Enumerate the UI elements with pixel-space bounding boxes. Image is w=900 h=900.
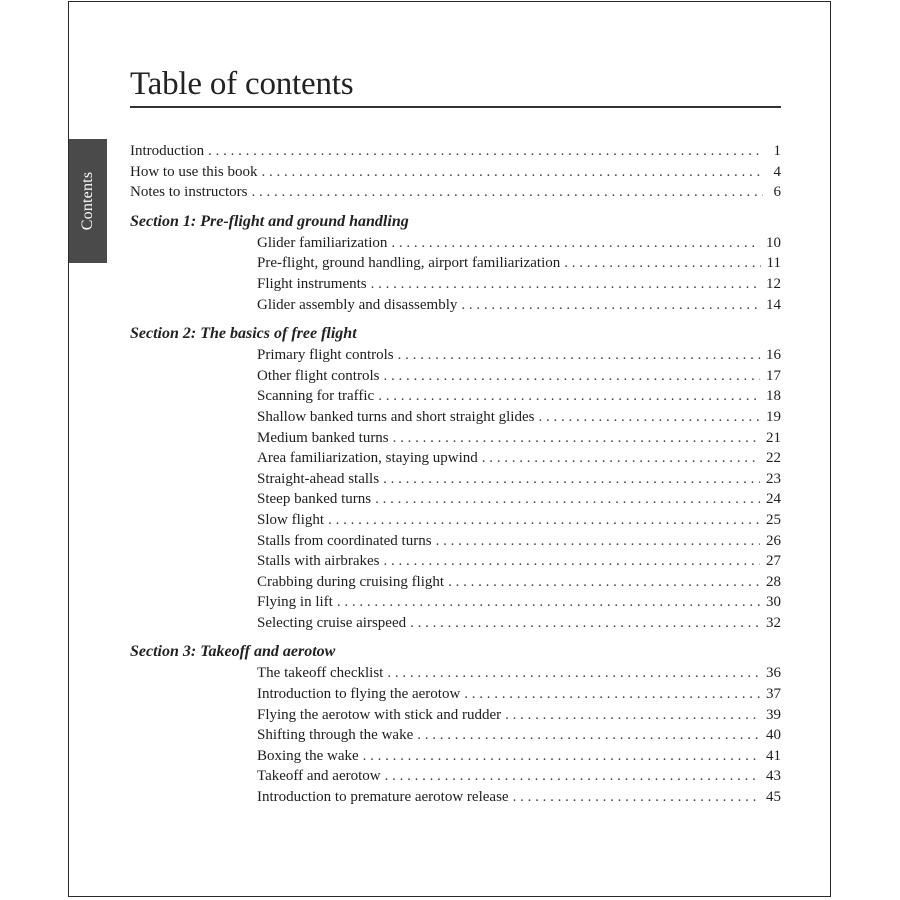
toc-entry-title: Selecting cruise airspeed — [257, 614, 407, 631]
dot-leader — [538, 407, 760, 428]
toc-entry-page: 22 — [766, 450, 781, 467]
dot-leader — [398, 345, 760, 366]
toc-entry-title: Boxing the wake — [257, 747, 359, 764]
toc-entry-page: 41 — [766, 747, 781, 764]
toc-entry[interactable] — [130, 162, 781, 183]
dot-leader — [262, 162, 764, 183]
toc-entry-title: Straight-ahead stalls — [257, 470, 380, 487]
toc-entry-title: The takeoff checklist — [257, 665, 384, 682]
dot-leader — [461, 295, 760, 316]
dot-leader — [387, 663, 760, 684]
toc-entry[interactable] — [130, 295, 781, 316]
section-heading: Section 2: The basics of free flight — [130, 325, 357, 343]
toc-entry-title: Introduction to flying the aerotow — [257, 686, 461, 703]
toc-entry[interactable] — [130, 766, 781, 787]
toc-entry[interactable] — [130, 489, 781, 510]
toc-entry-title: Other flight controls — [257, 367, 380, 384]
section-heading: Section 3: Takeoff and aerotow — [130, 643, 336, 661]
dot-leader — [448, 572, 760, 593]
toc-entry[interactable] — [130, 141, 781, 162]
toc-entry[interactable] — [130, 469, 781, 490]
toc-entry-title: Stalls with airbrakes — [257, 553, 380, 570]
toc-entry-title: Steep banked turns — [257, 491, 372, 508]
toc-entry[interactable] — [130, 274, 781, 295]
dot-leader — [410, 613, 760, 634]
dot-leader — [375, 489, 760, 510]
toc-entry-page: 10 — [766, 234, 781, 251]
dot-leader — [252, 182, 764, 203]
toc-entry-page: 30 — [766, 594, 781, 611]
toc-entry[interactable] — [130, 663, 781, 684]
toc-entry-title: Primary flight controls — [257, 347, 394, 364]
toc-entry[interactable] — [130, 366, 781, 387]
dot-leader — [383, 366, 760, 387]
toc-entry-title: Area familiarization, staying upwind — [257, 450, 478, 467]
toc-entry[interactable] — [130, 510, 781, 531]
toc-entry[interactable] — [130, 253, 781, 274]
toc-entry-title: Scanning for traffic — [257, 388, 375, 405]
toc-entry-page: 4 — [773, 163, 781, 180]
dot-leader — [436, 531, 760, 552]
toc-entry-page: 24 — [766, 491, 781, 508]
toc-entry-page: 6 — [773, 184, 781, 201]
toc-entry-page: 32 — [766, 614, 781, 631]
toc-entry[interactable] — [130, 551, 781, 572]
toc-entry-title: Stalls from coordinated turns — [257, 532, 432, 549]
toc-entry-title: Notes to instructors — [130, 184, 248, 201]
toc-entry[interactable] — [130, 428, 781, 449]
dot-leader — [208, 141, 763, 162]
dot-leader — [417, 725, 760, 746]
toc-entry-title: Shallow banked turns and short straight glides — [257, 408, 535, 425]
dot-leader — [378, 386, 760, 407]
toc-entry[interactable] — [130, 684, 781, 705]
toc-entry-page: 16 — [766, 347, 781, 364]
toc-list — [130, 141, 781, 808]
page-title: Table of contents — [130, 66, 354, 102]
dot-leader — [328, 510, 760, 531]
dot-leader — [385, 766, 760, 787]
toc-entry-page: 14 — [766, 296, 781, 313]
toc-entry-page: 1 — [773, 143, 781, 159]
toc-entry-page: 37 — [766, 686, 781, 703]
toc-entry[interactable] — [130, 386, 781, 407]
toc-entry[interactable] — [130, 572, 781, 593]
dot-leader — [505, 705, 760, 726]
toc-entry[interactable] — [130, 746, 781, 767]
dot-leader — [564, 253, 760, 274]
toc-entry[interactable] — [130, 182, 781, 203]
toc-entry-page: 21 — [766, 429, 781, 446]
dot-leader — [371, 274, 760, 295]
toc-entry-page: 19 — [766, 408, 781, 425]
toc-entry-title: Flying the aerotow with stick and rudder — [257, 706, 502, 723]
toc-entry[interactable] — [130, 705, 781, 726]
toc-entry-page: 12 — [766, 275, 781, 292]
dot-leader — [383, 551, 760, 572]
toc-entry-page: 26 — [766, 532, 781, 549]
toc-entry-title: Shifting through the wake — [257, 727, 414, 744]
dot-leader — [482, 448, 760, 469]
toc-entry[interactable] — [130, 531, 781, 552]
toc-entry[interactable] — [130, 407, 781, 428]
toc-entry-page: 43 — [766, 768, 781, 785]
toc-entry[interactable] — [130, 613, 781, 634]
dot-leader — [337, 592, 760, 613]
dot-leader — [393, 428, 760, 449]
dot-leader — [464, 684, 760, 705]
toc-entry-title: Pre-flight, ground handling, airport familiarization — [257, 255, 561, 272]
toc-entry-title: Takeoff and aerotow — [257, 768, 381, 785]
toc-entry-title: Crabbing during cruising flight — [257, 573, 445, 590]
toc-entry-title: Glider familiarization — [257, 234, 388, 251]
toc-entry-page: 45 — [766, 789, 781, 806]
toc-entry-page: 18 — [766, 388, 781, 405]
toc-entry-title: Introduction to premature aerotow release — [257, 789, 509, 806]
toc-entry[interactable] — [130, 448, 781, 469]
dot-leader — [383, 469, 760, 490]
document-page — [68, 1, 831, 897]
toc-entry-page: 23 — [766, 470, 781, 487]
toc-entry-page: 39 — [766, 706, 781, 723]
toc-entry-page: 28 — [766, 573, 781, 590]
section-heading: Section 1: Pre-flight and ground handling — [130, 212, 409, 230]
contents-side-tab — [69, 139, 107, 263]
toc-entry-page: 25 — [766, 511, 781, 528]
toc-entry-title: How to use this book — [130, 163, 258, 180]
toc-entry[interactable] — [130, 592, 781, 613]
dot-leader — [513, 787, 760, 808]
side-tab-label: Contents — [79, 171, 96, 231]
dot-leader — [391, 233, 760, 254]
toc-entry[interactable] — [130, 725, 781, 746]
dot-leader — [363, 746, 760, 767]
toc-entry-title: Introduction — [130, 143, 205, 159]
toc-entry-title: Flying in lift — [257, 594, 333, 611]
toc-entry-page: 17 — [766, 367, 781, 384]
toc-entry-title: Glider assembly and disassembly — [257, 296, 458, 313]
toc-entry-title: Flight instruments — [257, 275, 367, 292]
toc-entry-page: 36 — [766, 665, 781, 682]
toc-entry-title: Medium banked turns — [257, 429, 389, 446]
title-rule — [130, 106, 781, 108]
toc-entry-title: Slow flight — [257, 511, 325, 528]
toc-entry-page: 40 — [766, 727, 781, 744]
toc-entry-page: 11 — [766, 255, 781, 272]
toc-entry[interactable] — [130, 233, 781, 254]
toc-entry[interactable] — [130, 787, 781, 808]
toc-entry[interactable] — [130, 345, 781, 366]
toc-entry-page: 27 — [766, 553, 781, 570]
